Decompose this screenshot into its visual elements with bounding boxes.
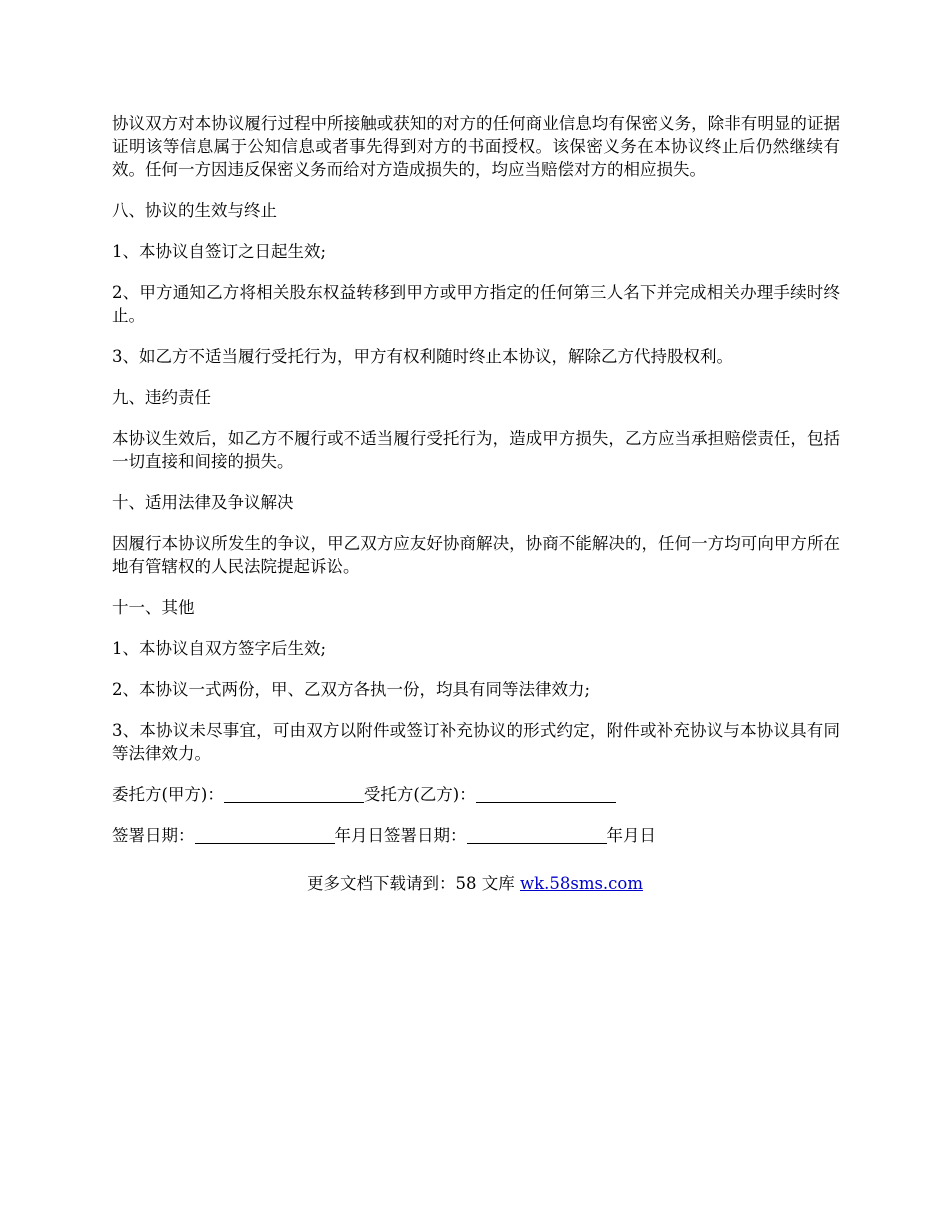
section-heading-breach: 九、违约责任	[112, 388, 211, 407]
clause-8-3: 3、如乙方不适当履行受托行为，甲方有权利随时终止本协议，解除乙方代持股权利。	[112, 347, 733, 366]
section-heading-other: 十一、其他	[112, 598, 195, 617]
date-suffix-2: 年月日	[606, 826, 656, 845]
clause-8-2: 2、甲方通知乙方将相关股东权益转移到甲方或甲方指定的任何第三人名下并完成相关办理手续时终止。	[112, 283, 840, 325]
document-body	[112, 112, 840, 865]
date-blank-2	[467, 827, 607, 844]
date-label-1: 签署日期：	[112, 826, 195, 845]
party-b-label: 受托方(乙方)：	[363, 785, 476, 804]
clause-11-1: 1、本协议自双方签字后生效;	[112, 639, 327, 658]
party-a-label: 委托方(甲方)：	[112, 785, 224, 804]
footer-text: 更多文档下载请到：58 文库	[306, 874, 520, 893]
clause-11-2: 2、本协议一式两份，甲、乙双方各执一份，均具有同等法律效力;	[112, 680, 591, 699]
dispute-paragraph: 因履行本协议所发生的争议，甲乙双方应友好协商解决，协商不能解决的，任何一方均可向甲方所在地有管辖权的人民法院提起诉讼。	[112, 534, 840, 576]
section-heading-effect-termination: 八、协议的生效与终止	[112, 201, 277, 220]
party-b-signature-blank	[476, 786, 616, 803]
section-heading-law-dispute: 十、适用法律及争议解决	[112, 493, 294, 512]
signature-parties-line	[112, 783, 840, 806]
signature-date-line	[112, 824, 840, 847]
clause-8-1: 1、本协议自签订之日起生效;	[112, 242, 327, 261]
date-suffix-1: 年月日签署日期：	[334, 826, 467, 845]
footer-link[interactable]: wk.58sms.com	[519, 874, 643, 893]
download-footer	[0, 872, 950, 895]
party-a-signature-blank	[224, 786, 364, 803]
date-blank-1	[195, 827, 335, 844]
breach-paragraph: 本协议生效后，如乙方不履行或不适当履行受托行为，造成甲方损失，乙方应当承担赔偿责任，包括一切直接和间接的损失。	[112, 429, 840, 471]
confidentiality-paragraph: 协议双方对本协议履行过程中所接触或获知的对方的任何商业信息均有保密义务，除非有明显的证据证明该等信息属于公知信息或者事先得到对方的书面授权。该保密义务在本协议终止后仍然继续有效。任何一方因违反保密义务而给对方造成损失的，均应当赔偿对方的相应损失。	[112, 114, 840, 179]
clause-11-3: 3、本协议未尽事宜，可由双方以附件或签订补充协议的形式约定，附件或补充协议与本协议具有同等法律效力。	[112, 721, 840, 763]
